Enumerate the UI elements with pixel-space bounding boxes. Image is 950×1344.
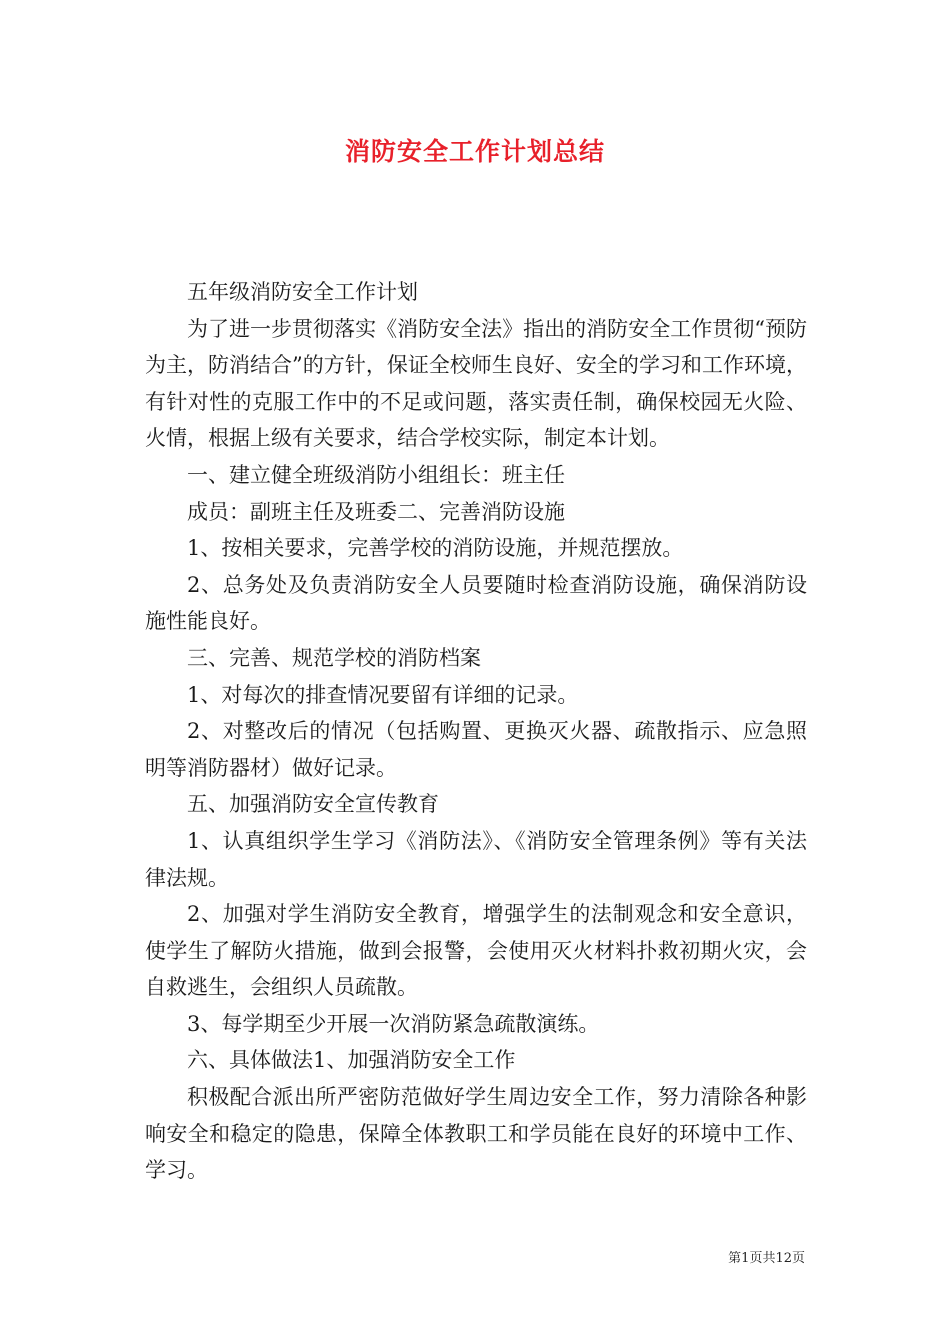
- page-number: 第1页共12页: [728, 1251, 805, 1266]
- paragraph: 三、完善、规范学校的消防档案: [187, 645, 481, 670]
- paragraph: 六、具体做法1、加强消防安全工作: [187, 1048, 516, 1073]
- paragraph: 2、加强对学生消防安全教育，增强学生的法制观念和安全意识，使学生了解防火措施，做到会报警，会使用灭火材料扑救初期火灾，会自救逃生，会组织人员疏散。: [145, 902, 807, 1000]
- paragraph: 一、建立健全班级消防小组组长：班主任: [187, 462, 565, 487]
- paragraph: 成员：副班主任及班委二、完善消防设施: [187, 499, 565, 524]
- document-title: 消防安全工作计划总结: [344, 137, 605, 166]
- paragraph: 为了进一步贯彻落实《消防安全法》指出的消防安全工作贯彻“预防为主，防消结合”的方针，保证全校师生良好、安全的学习和工作环境，有针对性的克服工作中的不足或问题，落实责任制，确保校园无火险、火情，根据上级有关要求，结合学校实际，制定本计划。: [145, 316, 807, 451]
- paragraph: 1、认真组织学生学习《消防法》、《消防安全管理条例》等有关法律法规。: [145, 828, 807, 890]
- paragraph: 1、对每次的排查情况要留有详细的记录。: [187, 682, 579, 707]
- paragraph: 2、总务处及负责消防安全人员要随时检查消防设施，确保消防设施性能良好。: [145, 572, 807, 634]
- paragraph: 1、按相关要求，完善学校的消防设施，并规范摆放。: [187, 536, 684, 561]
- paragraph: 五、加强消防安全宣传教育: [187, 792, 439, 817]
- paragraph: 五年级消防安全工作计划: [187, 280, 418, 304]
- paragraph: 2、对整改后的情况（包括购置、更换灭火器、疏散指示、应急照明等消防器材）做好记录。: [145, 719, 807, 780]
- paragraph: 积极配合派出所严密防范做好学生周边安全工作，努力清除各种影响安全和稳定的隐患，保障全体教职工和学员能在良好的环境中工作、学习。: [145, 1085, 807, 1183]
- document-body: [145, 274, 807, 1189]
- paragraph: 3、每学期至少开展一次消防紧急疏散演练。: [187, 1011, 600, 1036]
